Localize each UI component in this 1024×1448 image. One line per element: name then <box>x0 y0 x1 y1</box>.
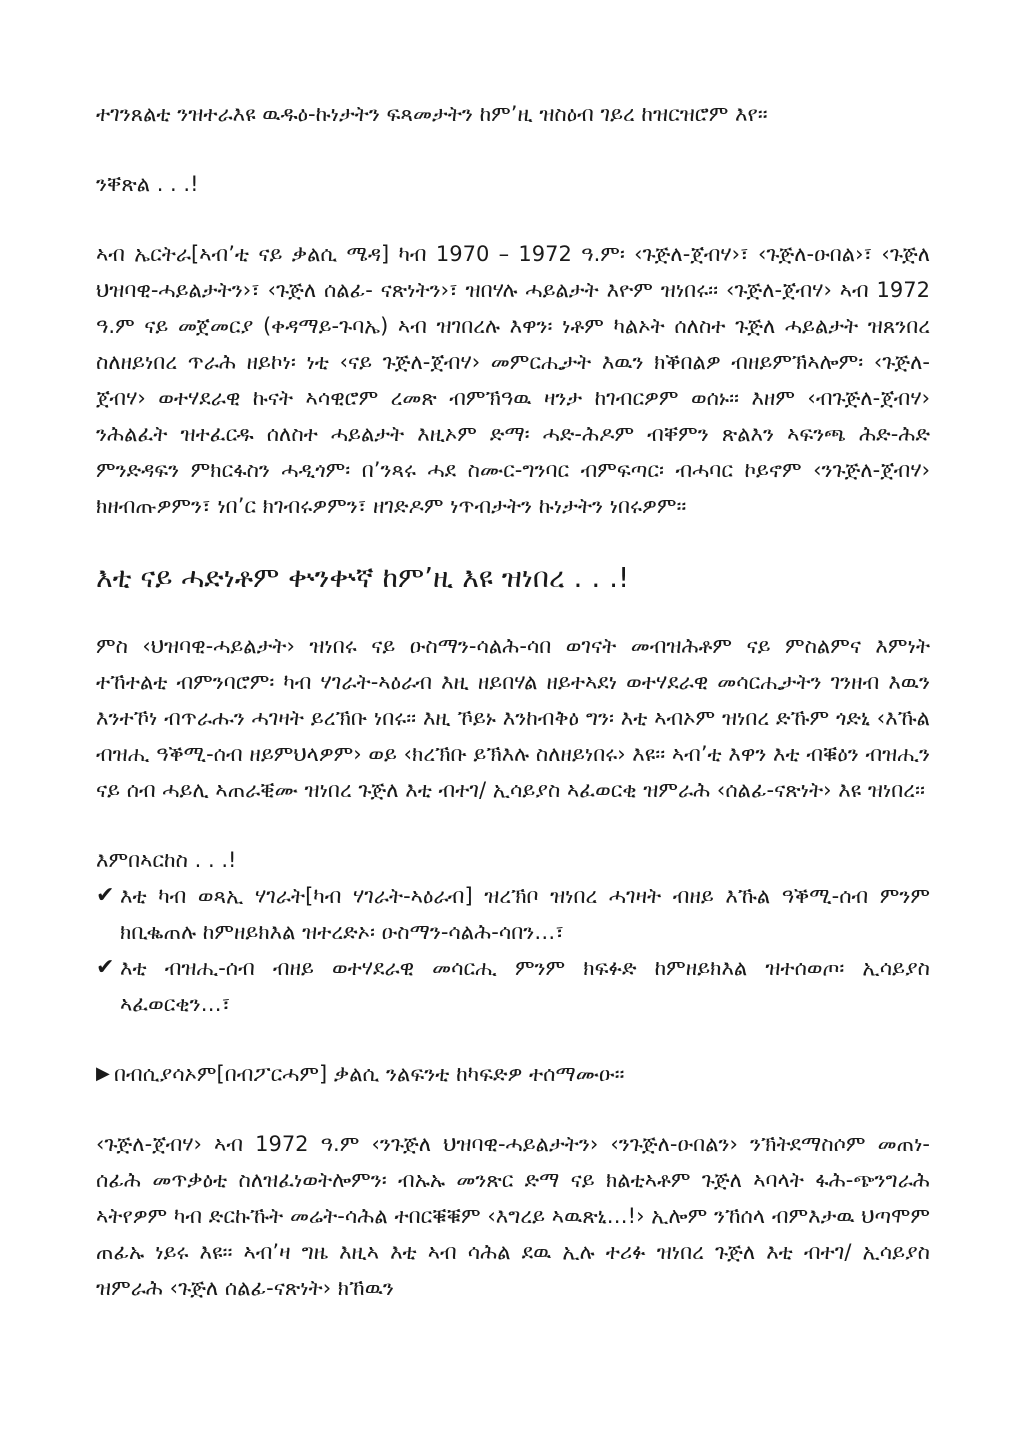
bullet-text-1: እቲ ካብ ወጻኢ ሃገራት[ካብ ሃገራት-ኣዕራብ] ዝረኽቦ ዝነበረ ሓገዛት ብዘይ እኹል ዓቕሚ-ሰብ ምንም ክቢቈጠሉ ከምዘይክእል ዝተረድኦ፡ ዑስማን-ሳልሕ-ሳበን…፣ <box>120 884 930 944</box>
continue-lead: ንቐጽል . . .! <box>96 172 199 196</box>
arrow-item <box>96 1056 930 1092</box>
history-paragraph: ኣብ ኤርትራ[ኣብ’ቲ ናይ ቃልሲ ሜዳ] ካብ 1970 – 1972 ዓ.ም፡ ‹ጉጅለ-ጀብሃ›፣ ‹ጉጅለ-ዑበል›፣ ‹ጉጅለ ህዝባዊ-ሓይልታትን›፣ ‹ጉጅለ ሰልፊ- ናጽነትን›፣ ዝበሃሉ ሓይልታት እዮም ዝነበሩ፡፡ ‹ጉጅለ-ጀብሃ› ኣብ 1972 ዓ.ም ናይ መጀመርያ (ቀዳማይ-ጉባኤ) ኣብ ዝገበረሉ እዋን፡ ነቶም ካልኦት ሰለስተ ጉጅለ ሓይልታት ዝጸንበረ ስለዘይነበረ ጥራሕ ዘይኮነ፡ ነቲ ‹ናይ ጉጅለ-ጀብሃ› መምርሒታት እዉን ክቕበልዎ ብዘይምኽኣሎም፡ ‹ጉጅለ-ጀብሃ› ወተሃደራዊ ኩናት ኣሳዊሮም ረመጽ ብምኽዓዉ ዛንታ ከገብርዎም ወሰኑ፡፡ እዘም ‹ብጉጅለ-ጀብሃ› ንሕልፈት ዝተፈርዱ ሰለስተ ሓይልታት እዚኦም ድማ፡ ሓድ-ሕዶም ብቐምን ጽልእን ኣፍንጫ ሕድ-ሕድ ምንድዳፍን ምክርፋስን ሓዲጎም፡ በ’ንጻሩ ሓደ ስሙር-ግንባር ብምፍጣር፡ ብሓባር ኮይኖም ‹ንጉጅለ-ጀብሃ› ክዘብጡዎምን፣ ነበ’ር ክገብሩዎምን፣ ዘገድዶም ነጥብታትን ኩነታትን ነበሩዎም፡፡ <box>96 242 930 518</box>
bullet-item-1 <box>96 878 930 950</box>
arrow-text: በብሲያሳኦም[በብፖርሓም] ቃልሲ ንልፍንቲ ከካፍድዎ ተሰማሙዑ፡፡ <box>114 1062 625 1086</box>
section-heading: እቲ ናይ ሓድነቶም ቍንቍኛ ከም’ዚ እዩ ዝነበረ . . .! <box>96 561 630 594</box>
alliance-paragraph: ምስ ‹ህዝባዊ-ሓይልታት› ዝነበሩ ናይ ዑስማን-ሳልሕ-ሳበ ወገናት መብዝሕቶም ናይ ምስልምና እምነት ተኸተልቲ ብምንባሮም፡ ካብ ሃገራት-ኣዕራብ እዚ ዘይበሃል ዘይተኣደነ ወተሃደራዊ መሳርሒታትን ገንዘብ እዉን እንተኾነ ብጥራሑን ሓገዛት ይረኽቡ ነበሩ፡፡ እዚ ኾይኑ እንከብቅዕ ግን፡ እቲ ኣብኦም ዝነበረ ድኹም ጎድኒ ‹እኹል ብዝሒ ዓቕሚ-ሰብ ዘይምህላዎም› ወይ ‹ክረኽቡ ይኽእሉ ስለዘይነበሩ› እዩ፡፡ ኣብ’ቲ እዋን እቲ ብቑዕን ብዝሒን ናይ ሰብ ሓይሊ ኣጠራቒሙ ዝነበረ ጉጅለ እቲ ብተገ/ ኢሳይያስ ኣፈወርቂ ዝምራሕ ‹ሰልፊ-ናጽነት› እዩ ዝነበረ፡፡ <box>96 634 930 802</box>
therefore-lead: እምበኣርከስ . . .! <box>96 848 237 872</box>
check-mark-icon: ✔ <box>96 955 115 980</box>
intro-paragraph: ተገንጸልቲ ንዝተራእዩ ዉዱዕ-ኩነታትን ፍጻመታትን ከም’ዚ ዝስዕብ ገይረ ከዝርዝሮም እየ፡፡ <box>96 102 768 126</box>
check-mark-icon: ✔ <box>96 883 115 908</box>
bullet-item-2 <box>96 950 930 1022</box>
conflict-paragraph: ‹ጉጅለ-ጀብሃ› ኣብ 1972 ዓ.ም ‹ንጉጅለ ህዝባዊ-ሓይልታትን› ‹ንጉጅለ-ዑበልን› ንኽትደማስሶም መጠነ-ሰፊሕ መጥቃዕቲ ስለዝፈነወትሎምን፡ ብኡኡ መንጽር ድማ ናይ ክልቲኣቶም ጉጅለ ኣባላት ፋሕ-ጭንግራሕ ኣትየዎም ካብ ድርኩኹት መሬት-ሳሕል ተበርቑቑም ‹እግረይ ኣዉጽኒ…!› ኢሎም ንኸሰላ ብምእታዉ ህጣሞም ጠፊኡ ነይሩ እዩ፡፡ ኣብ’ዛ ግዜ እዚኣ እቲ ኣብ ሳሕል ደዉ ኢሉ ተሪፉ ዝነበረ ጉጅለ እቲ ብተገ/ ኢሳይያስ ዝምራሕ ‹ጉጅለ ሰልፊ-ናጽነት› ክኸዉን <box>96 1132 930 1300</box>
document-page <box>96 96 930 1306</box>
right-triangle-icon: ▶ <box>96 1063 110 1084</box>
bullet-text-2: እቲ ብዝሒ-ሰብ ብዘይ ወተሃደራዊ መሳርሒ ምንም ክፍፉድ ከምዘይክእል ዝተሰወጦ፡ ኢሳይያስ ኣፈወርቂን…፣ <box>120 956 930 1016</box>
